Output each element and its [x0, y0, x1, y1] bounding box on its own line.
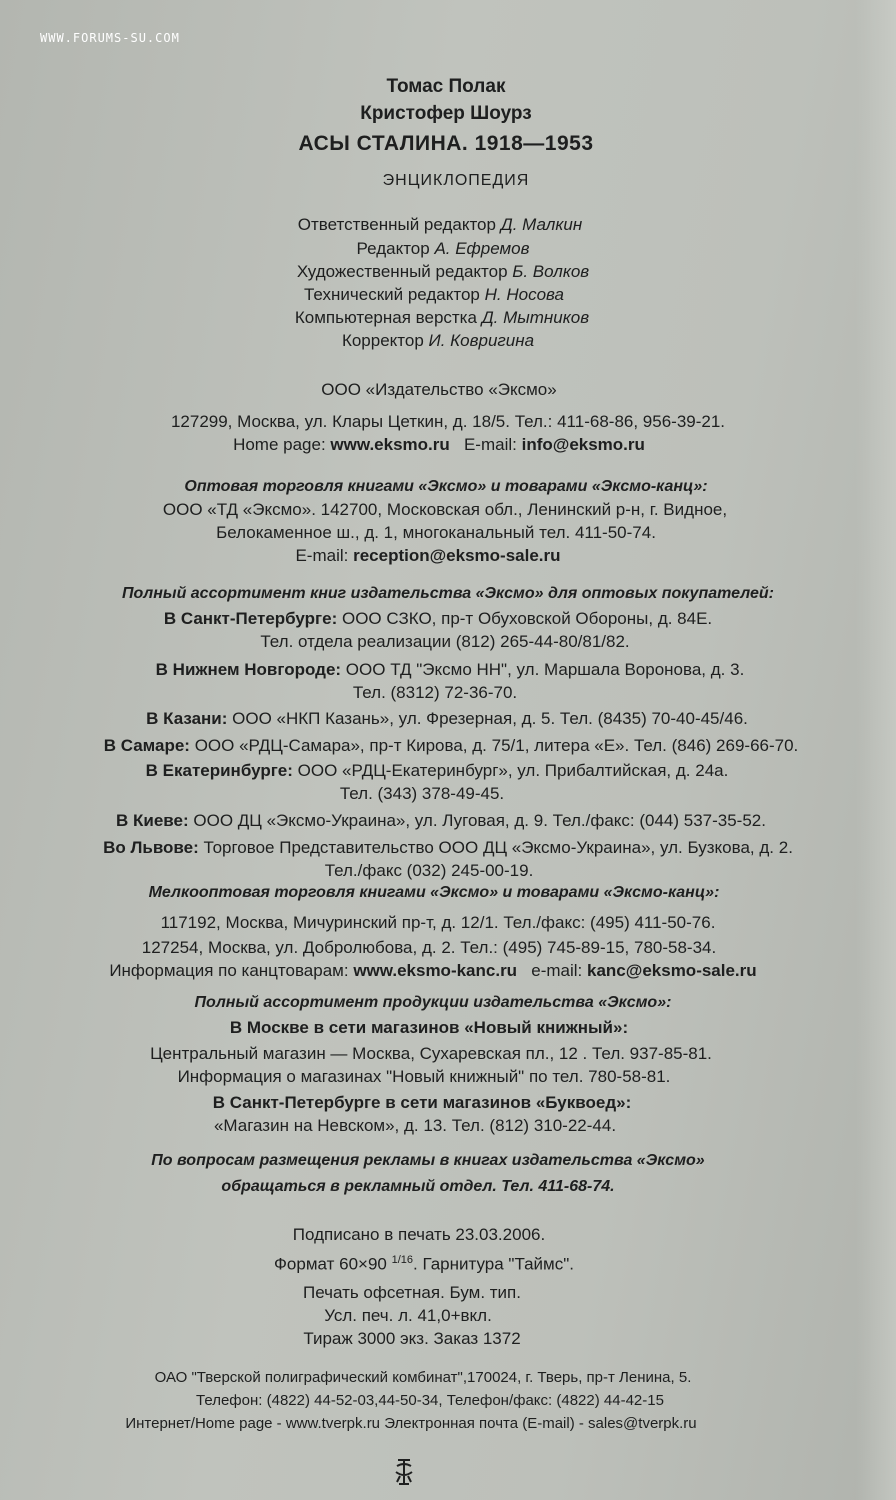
region-text: ООО «РДЦ-Самара», пр-т Кирова, д. 75/1, литера «Е». Тел. (846) 269-66-70. — [194, 736, 799, 755]
book-title: АСЫ СТАЛИНА. 1918—1953 — [298, 132, 594, 155]
credit-name: И. Ковригина — [428, 331, 535, 350]
site-link[interactable]: www.eksmo-kanc.ru — [353, 961, 518, 980]
retail-spb-line: «Магазин на Невском», д. 13. Тел. (812) 310-22-44. — [213, 1116, 617, 1135]
author-1: Томас Полак — [386, 76, 506, 97]
retail-heading: Полный ассортимент продукции издательства «Эксмо»: — [194, 994, 672, 1011]
regional-heading: Полный ассортимент книг издательства «Эксмо» для оптовых покупателей: — [122, 585, 774, 602]
publisher-contacts — [0, 435, 887, 455]
imprint-run: Тираж 3000 экз. Заказ 1372 — [303, 1329, 521, 1348]
email-link[interactable]: info@eksmo.ru — [521, 435, 645, 454]
small-wholesale-heading: Мелкооптовая торговля книгами «Эксмо» и товарами «Эксмо-канц»: — [148, 884, 720, 901]
wholesale-line: ООО «ТД «Эксмо». 142700, Московская обл., Ленинский р-н, г. Видное, — [162, 500, 728, 519]
region-text: ООО «РДЦ-Екатеринбург», ул. Прибалтийская, д. 24а. — [297, 761, 729, 780]
wholesale-heading: Оптовая торговля книгами «Эксмо» и товарами «Эксмо-канц»: — [184, 478, 708, 495]
region-text: ООО «НКП Казань», ул. Фрезерная, д. 5. Тел. (8435) 70-40-45/46. — [232, 709, 748, 728]
imprint-signed: Подписано в печать 23.03.2006. — [292, 1225, 546, 1244]
email-label: e-mail: — [531, 961, 583, 980]
region-phone: Тел./факс (032) 245-00-19. — [324, 861, 534, 880]
credit-name: Д. Мытников — [481, 308, 590, 327]
region-phone: Тел. (8312) 72-36-70. — [352, 683, 518, 702]
publisher-name: ООО «Издательство «Эксмо» — [321, 380, 557, 399]
wholesale-email-line — [0, 546, 876, 566]
credit-line — [0, 285, 882, 305]
email-label: E-mail: — [463, 435, 517, 454]
publisher-address: 127299, Москва, ул. Клары Цеткин, д. 18/5. Тел.: 411-68-86, 956-39-21. — [170, 412, 726, 431]
region-city: В Санкт-Петербурге: — [163, 609, 338, 628]
wholesale-line: Белокаменное ш., д. 1, многоканальный тел. 411-50-74. — [216, 523, 656, 542]
credit-name: А. Ефремов — [434, 239, 530, 258]
region-city: В Екатеринбурге: — [145, 761, 293, 780]
ads-line: По вопросам размещения рекламы в книгах издательства «Эксмо» — [151, 1152, 705, 1169]
region-text: ООО СЗКО, пр-т Обуховской Обороны, д. 84Е. — [341, 609, 713, 628]
credit-name: Н. Носова — [484, 285, 564, 304]
book-subtitle: ЭНЦИКЛОПЕДИЯ — [382, 172, 530, 189]
printer-line: Интернет/Home page - www.tverpk.ru Электронная почта (E-mail) - sales@tverpk.ru — [125, 1415, 697, 1432]
imprint-sheets: Усл. печ. л. 41,0+вкл. — [324, 1306, 492, 1325]
printer-line: Телефон: (4822) 44-52-03,44-50-34, Телефон/факс: (4822) 44-42-15 — [196, 1392, 664, 1409]
small-wholesale-line: 117192, Москва, Мичуринский пр-т, д. 12/1. Тел./факс: (495) 411-50-76. — [160, 913, 716, 932]
credit-role: Корректор — [341, 331, 424, 350]
credit-line — [0, 331, 886, 351]
region-city: В Киеве: — [116, 811, 189, 830]
format-fraction: 1/16 — [391, 1254, 414, 1266]
region-city: Во Львове: — [103, 838, 199, 857]
small-wholesale-info — [0, 961, 881, 981]
region-phone: Тел. (343) 378-49-45. — [339, 784, 505, 803]
home-label: Home page: — [233, 435, 326, 454]
email-label: E-mail: — [295, 546, 349, 565]
credit-name: Д. Малкин — [500, 215, 583, 234]
region-city: В Самаре: — [103, 736, 190, 755]
credit-line — [0, 239, 891, 259]
format-prefix: Формат 60×90 — [274, 1254, 387, 1274]
credit-line — [0, 215, 888, 235]
region-kazan — [0, 709, 895, 729]
home-link[interactable]: www.eksmo.ru — [330, 435, 450, 454]
region-ekb — [0, 761, 885, 781]
ads-line: обращаться в рекламный отдел. Тел. 411-68-74. — [221, 1178, 615, 1195]
retail-moscow: В Москве в сети магазинов «Новый книжный»: — [229, 1018, 629, 1037]
region-city: В Нижнем Новгороде: — [155, 660, 342, 679]
credit-role: Художественный редактор — [296, 262, 508, 281]
email-link[interactable]: reception@eksmo-sale.ru — [353, 546, 561, 565]
credit-role: Компьютерная верстка — [294, 308, 477, 327]
author-2: Кристофер Шоурз — [360, 103, 532, 124]
retail-moscow-line: Информация о магазинах "Новый книжный" по тел. 780-58-81. — [177, 1067, 671, 1086]
small-wholesale-line: 127254, Москва, ул. Добролюбова, д. 2. Тел.: (495) 745-89-15, 780-58-34. — [141, 938, 717, 957]
retail-spb: В Санкт-Петербурге в сети магазинов «Буквоед»: — [212, 1093, 632, 1112]
region-text: ООО ДЦ «Эксмо-Украина», ул. Луговая, д. 9. Тел./факс: (044) 537-35-52. — [193, 811, 766, 830]
credit-role: Ответственный редактор — [297, 215, 496, 234]
region-text: Торговое Представительство ООО ДЦ «Эксмо-Украина», ул. Бузкова, д. 2. — [203, 838, 793, 857]
credit-role: Технический редактор — [303, 285, 480, 304]
watermark: WWW.FORUMS-SU.COM — [40, 31, 180, 45]
credit-line — [0, 308, 890, 328]
printer-line: ОАО "Тверской полиграфический комбинат",170024, г. Тверь, пр-т Ленина, 5. — [154, 1369, 692, 1386]
printer-logo-icon — [392, 1458, 416, 1486]
region-text: ООО ТД "Эксмо НН", ул. Маршала Воронова, д. 3. — [345, 660, 745, 679]
imprint-format — [0, 1250, 872, 1275]
credit-role: Редактор — [356, 239, 430, 258]
credit-name: Б. Волков — [512, 262, 590, 281]
format-suffix: . Гарнитура "Таймс". — [413, 1254, 574, 1274]
region-samara — [3, 736, 896, 756]
region-phone: Тел. отдела реализации (812) 265-44-80/81/82. — [260, 632, 630, 651]
region-nn — [2, 660, 896, 680]
imprint-print: Печать офсетная. Бум. тип. — [303, 1283, 521, 1302]
region-spb — [0, 609, 886, 629]
email-link[interactable]: kanc@eksmo-sale.ru — [587, 961, 757, 980]
info-label: Информация по канцтоварам: — [109, 961, 349, 980]
credit-line — [0, 262, 891, 282]
region-city: В Казани: — [146, 709, 228, 728]
retail-moscow-line: Центральный магазин — Москва, Сухаревская пл., 12 . Тел. 937-85-81. — [150, 1044, 712, 1063]
region-lviv — [0, 838, 896, 858]
region-kiev — [0, 811, 889, 831]
